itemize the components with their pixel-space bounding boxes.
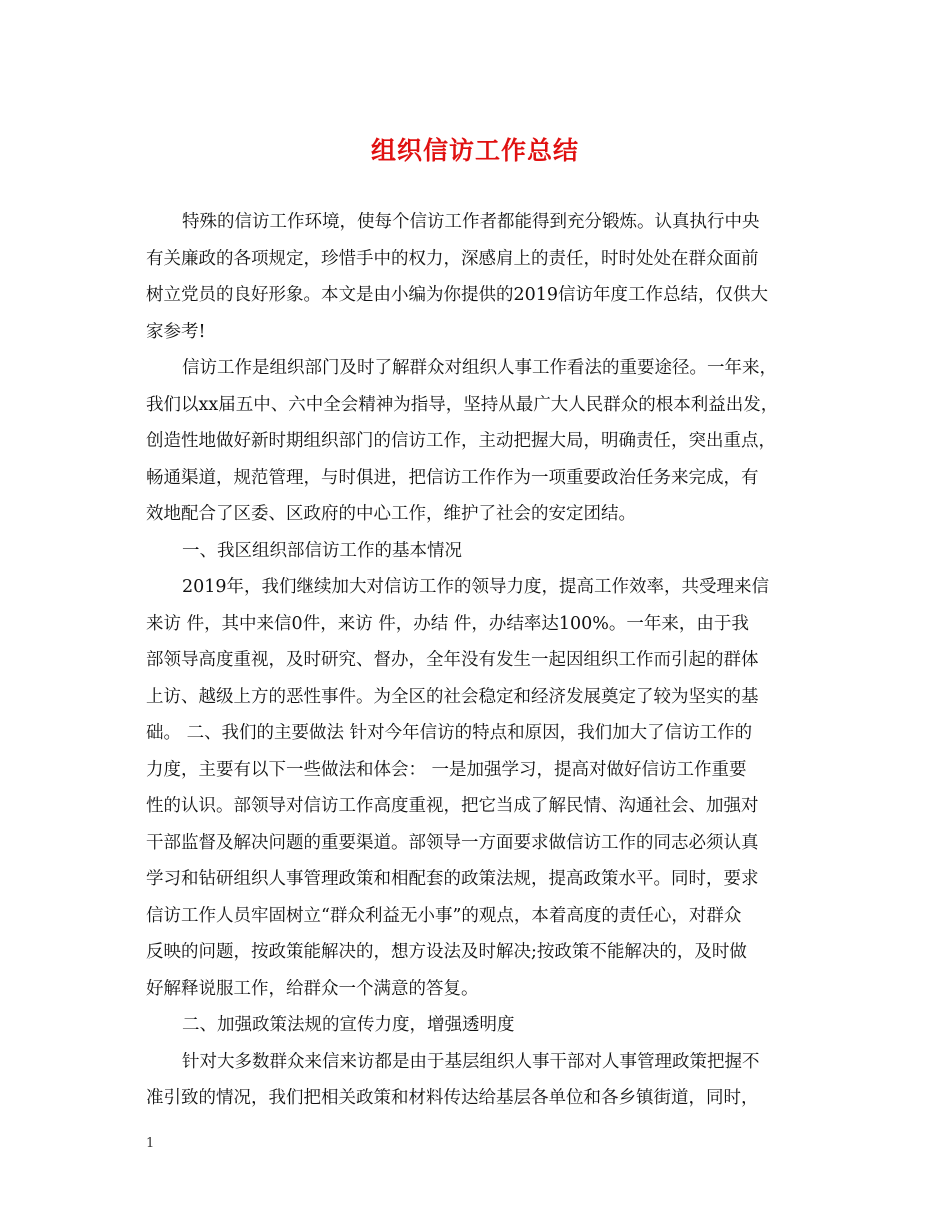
text-line: 2019年，我们继续加大对信访工作的领导力度，提高工作效率，共受理来信 — [182, 577, 770, 597]
text-line: 我们以xx届五中、六中全会精神为指导，坚持从最广大人民群众的根本利益出发， — [146, 394, 779, 415]
text-line: 创造性地做好新时期组织部门的信访工作，主动把握大局，明确责任，突出重点， — [146, 431, 776, 451]
section-heading: 二、加强政策法规的宣传力度，增强透明度 — [182, 1015, 515, 1035]
text-line: 树立党员的良好形象。本文是由小编为你提供的2019信访年度工作总结，仅供大 — [146, 285, 769, 305]
text-line: 特殊的信访工作环境，使每个信访工作者都能得到充分锻炼。认真执行中央 — [182, 212, 760, 232]
text-line: 学习和钻研组织人事管理政策和相配套的政策法规，提高政策水平。同时，要求 — [146, 869, 759, 889]
text-line: 础。 二、我们的主要做法 针对今年信访的特点和原因，我们加大了信访工作的 — [146, 723, 753, 743]
text-line: 力度，主要有以下一些做法和体会： 一是加强学习，提高对做好信访工作重要 — [146, 759, 747, 780]
document-body — [146, 204, 821, 1117]
text-line: 信访工作人员牢固树立“群众利益无小事”的观点，本着高度的责任心，对群众 — [146, 905, 742, 926]
document-title: 组织信访工作总结 — [370, 136, 579, 165]
text-line: 家参考! — [146, 321, 206, 342]
text-line: 来访 件，其中来信0件，来访 件，办结 件，办结率达100%。一年来，由于我 — [146, 613, 749, 634]
text-line: 针对大多数群众来信来访都是由于基层组织人事干部对人事管理政策把握不 — [182, 1051, 760, 1072]
text-line: 干部监督及解决问题的重要渠道。部领导一方面要求做信访工作的同志必须认真 — [146, 832, 759, 853]
text-line: 畅通渠道，规范管理，与时俱进，把信访工作作为一项重要政治任务来完成，有 — [146, 467, 759, 488]
section-heading: 一、我区组织部信访工作的基本情况 — [182, 540, 462, 561]
page-number: 1 — [146, 1136, 155, 1151]
text-line: 有关廉政的各项规定，珍惜手中的权力，深感肩上的责任，时时处处在群众面前 — [146, 248, 759, 269]
text-line: 好解释说服工作，给群众一个满意的答复。 — [146, 978, 479, 999]
text-line: 部领导高度重视，及时研究、督办，全年没有发生一起因组织工作而引起的群体 — [146, 650, 759, 670]
text-line: 反映的问题，按政策能解决的，想方设法及时解决;按政策不能解决的，及时做 — [146, 942, 747, 962]
text-line: 上访、越级上方的恶性事件。为全区的社会稳定和经济发展奠定了较为坚实的基 — [146, 686, 759, 707]
text-line: 准引致的情况，我们把相关政策和材料传达给基层各单位和各乡镇街道，同时， — [146, 1088, 759, 1108]
text-line: 信访工作是组织部门及时了解群众对组织人事工作看法的重要途径。一年来， — [182, 358, 777, 378]
text-line: 性的认识。部领导对信访工作高度重视，把它当成了解民情、沟通社会、加强对 — [146, 796, 759, 816]
text-line: 效地配合了区委、区政府的中心工作，维护了社会的安定团结。 — [146, 504, 636, 524]
